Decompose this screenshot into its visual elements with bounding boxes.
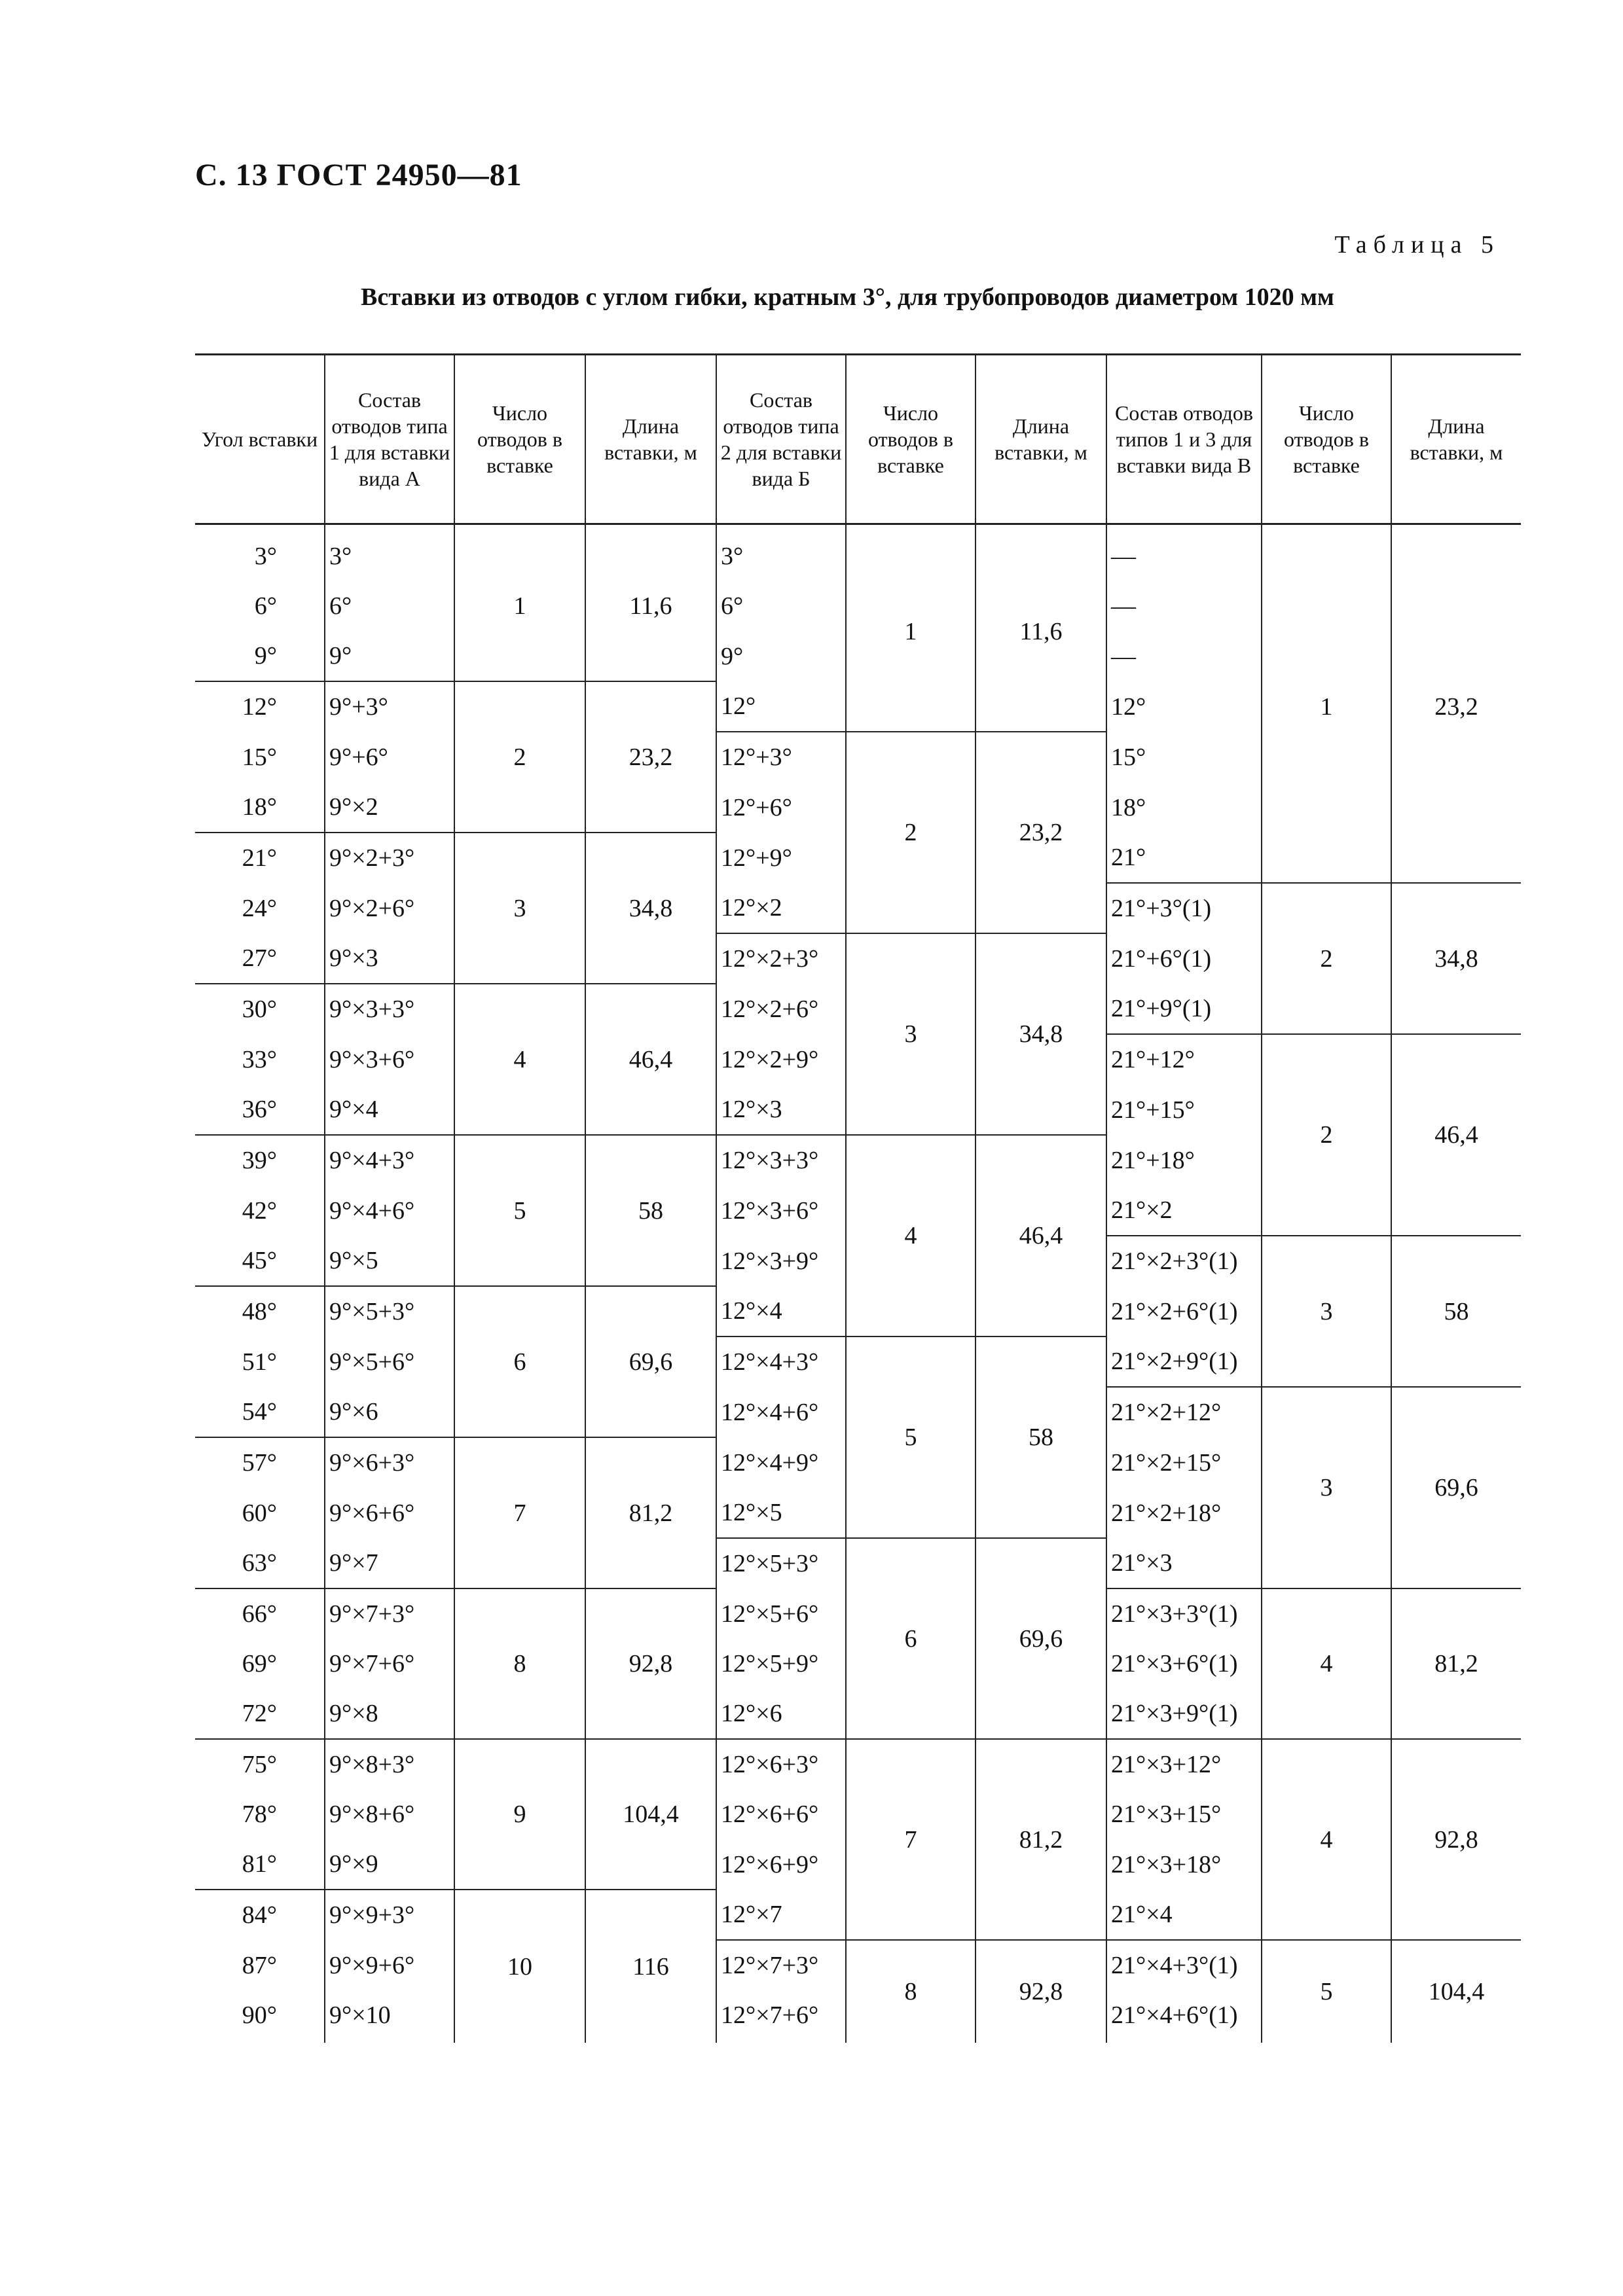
header-type1-count: Число отводов в вставке xyxy=(454,355,585,524)
type1-count-cell: 5 xyxy=(454,1135,585,1286)
type1-composition-cell: 9°×5+3° xyxy=(325,1286,454,1336)
type1-composition-cell: 9°×4 xyxy=(325,1085,454,1135)
header-type1-composition: Состав отводов типа 1 для вставки вида А xyxy=(325,355,454,524)
type2-composition-cell: 12°×5+9° xyxy=(716,1639,846,1689)
type2-composition-cell: 12°×4+3° xyxy=(716,1336,846,1387)
angle-cell: 36° xyxy=(242,1096,277,1123)
type1-composition-cell: 9°×2+3° xyxy=(325,833,454,883)
type1-length-cell: 81,2 xyxy=(585,1437,716,1588)
type1-composition-cell: 6° xyxy=(325,581,454,631)
type3-composition-cell: 21°×4+3°(1) xyxy=(1106,1940,1262,1990)
type1-count-cell: 8 xyxy=(454,1588,585,1739)
angle-cell: 54° xyxy=(242,1398,277,1426)
type2-composition-cell: 12°×5+6° xyxy=(716,1588,846,1639)
type3-composition-cell: 21°+18° xyxy=(1106,1135,1262,1185)
type2-length-cell: 81,2 xyxy=(976,1739,1106,1940)
type3-count-cell: 2 xyxy=(1262,1034,1391,1236)
type1-count-cell: 6 xyxy=(454,1286,585,1437)
type3-count-cell: 2 xyxy=(1262,883,1391,1034)
angle-cell: 33° xyxy=(242,1045,277,1073)
angle-cell: 27° xyxy=(242,944,277,972)
angle-cell: 24° xyxy=(242,894,277,922)
type3-composition-cell: 21°×2+6°(1) xyxy=(1106,1286,1262,1336)
type2-composition-cell: 12°×2+6° xyxy=(716,984,846,1034)
type3-count-cell: 4 xyxy=(1262,1739,1391,1940)
type2-composition-cell: 12°×7 xyxy=(716,1890,846,1940)
type1-length-cell: 11,6 xyxy=(585,524,716,682)
type3-count-cell: 3 xyxy=(1262,1236,1391,1387)
type1-composition-cell: 9°×6+6° xyxy=(325,1488,454,1538)
type1-length-cell: 116 xyxy=(585,1890,716,2043)
angle-cell: 51° xyxy=(242,1348,277,1376)
type2-composition-cell: 12°+3° xyxy=(716,732,846,782)
type2-composition-cell: 12°×6+3° xyxy=(716,1739,846,1789)
angle-cell: 63° xyxy=(242,1549,277,1577)
header-type3-count: Число отводов в вставке xyxy=(1262,355,1391,524)
type2-length-cell: 69,6 xyxy=(976,1538,1106,1739)
type2-count-cell: 8 xyxy=(846,1940,976,2043)
type3-composition-cell: 21°+9°(1) xyxy=(1106,984,1262,1034)
type1-composition-cell: 9°×6+3° xyxy=(325,1437,454,1488)
type1-count-cell: 7 xyxy=(454,1437,585,1588)
type3-composition-cell: 21°×3+12° xyxy=(1106,1739,1262,1789)
type1-composition-cell: 9°×6 xyxy=(325,1387,454,1437)
type3-composition-cell: 21°×2+3°(1) xyxy=(1106,1236,1262,1286)
type2-length-cell: 11,6 xyxy=(976,524,1106,732)
type2-composition-cell: 3° xyxy=(716,524,846,582)
type2-length-cell: 92,8 xyxy=(976,1940,1106,2043)
header-type2-length: Длина вставки, м xyxy=(976,355,1106,524)
type2-composition-cell: 12°+6° xyxy=(716,782,846,833)
type1-count-cell: 9 xyxy=(454,1739,585,1890)
type1-length-cell: 104,4 xyxy=(585,1739,716,1890)
table-header-row xyxy=(195,355,1521,524)
type1-length-cell: 46,4 xyxy=(585,984,716,1135)
insert-table xyxy=(195,353,1521,2043)
type3-composition-cell: 18° xyxy=(1106,782,1262,833)
type1-composition-cell: 9°×7 xyxy=(325,1538,454,1588)
type3-composition-cell: 21°×4 xyxy=(1106,1890,1262,1940)
angle-cell: 15° xyxy=(242,743,277,771)
type1-composition-cell: 9° xyxy=(325,631,454,681)
type3-composition-cell: 21°×4+6°(1) xyxy=(1106,1990,1262,2043)
type3-composition-cell: 21°+6°(1) xyxy=(1106,933,1262,984)
type1-composition-cell: 9°×4+3° xyxy=(325,1135,454,1185)
type2-composition-cell: 12°×3 xyxy=(716,1085,846,1135)
type3-length-cell: 104,4 xyxy=(1391,1940,1521,2043)
type2-composition-cell: 12°×6+6° xyxy=(716,1789,846,1839)
type3-length-cell: 46,4 xyxy=(1391,1034,1521,1236)
type2-composition-cell: 12°×3+3° xyxy=(716,1135,846,1185)
type2-length-cell: 23,2 xyxy=(976,732,1106,933)
type1-composition-cell: 9°×2 xyxy=(325,782,454,833)
header-type3-length: Длина вставки, м xyxy=(1391,355,1521,524)
type3-length-cell: 92,8 xyxy=(1391,1739,1521,1940)
angle-cell: 3° xyxy=(254,543,277,570)
angle-cell: 81° xyxy=(242,1850,277,1878)
table-body xyxy=(195,524,1521,2043)
table-title: Вставки из отводов с углом гибки, кратным 3°, для трубопроводов диаметром 1020 мм xyxy=(361,283,1334,311)
page-header: С. 13 ГОСТ 24950—81 xyxy=(195,158,522,192)
type1-composition-cell: 9°×7+3° xyxy=(325,1588,454,1639)
header-type1-length: Длина вставки, м xyxy=(585,355,716,524)
angle-cell: 72° xyxy=(242,1700,277,1727)
type2-count-cell: 6 xyxy=(846,1538,976,1739)
type3-composition-cell: — xyxy=(1106,581,1262,631)
type1-composition-cell: 9°×3+3° xyxy=(325,984,454,1034)
table-number: Таблица 5 xyxy=(1334,231,1500,259)
angle-cell: 60° xyxy=(242,1499,277,1527)
type1-composition-cell: 9°+6° xyxy=(325,732,454,782)
type2-composition-cell: 12°×5 xyxy=(716,1488,846,1538)
type2-count-cell: 1 xyxy=(846,524,976,732)
angle-cell: 90° xyxy=(242,2001,277,2029)
type2-composition-cell: 12°×4 xyxy=(716,1286,846,1336)
type1-composition-cell: 9°+3° xyxy=(325,681,454,732)
type3-composition-cell: 21°+15° xyxy=(1106,1085,1262,1135)
table-row xyxy=(195,1739,1521,1789)
angle-cell: 45° xyxy=(242,1247,277,1274)
angle-cell: 69° xyxy=(242,1650,277,1677)
type2-length-cell: 34,8 xyxy=(976,933,1106,1135)
type1-length-cell: 34,8 xyxy=(585,833,716,984)
type3-count-cell: 1 xyxy=(1262,524,1391,884)
type3-composition-cell: 12° xyxy=(1106,681,1262,732)
table-row xyxy=(195,1940,1521,1990)
type2-length-cell: 58 xyxy=(976,1336,1106,1538)
angle-cell: 6° xyxy=(254,592,277,620)
angle-cell: 57° xyxy=(195,1437,325,1488)
type1-length-cell: 23,2 xyxy=(585,681,716,833)
header-type2-count: Число отводов в вставке xyxy=(846,355,976,524)
header-type2-composition: Состав отводов типа 2 для вставки вида Б xyxy=(716,355,846,524)
angle-cell: 9° xyxy=(254,642,277,670)
angle-cell: 66° xyxy=(195,1588,325,1639)
type1-composition-cell: 9°×2+6° xyxy=(325,883,454,933)
type3-composition-cell: 21°×3+3°(1) xyxy=(1106,1588,1262,1639)
angle-cell: 21° xyxy=(195,833,325,883)
table-row xyxy=(195,524,1521,582)
type1-length-cell: 58 xyxy=(585,1135,716,1286)
type2-composition-cell: 12°×5+3° xyxy=(716,1538,846,1588)
type1-composition-cell: 9°×9+6° xyxy=(325,1940,454,1990)
type1-composition-cell: 3° xyxy=(325,524,454,582)
type2-count-cell: 7 xyxy=(846,1739,976,1940)
angle-cell: 18° xyxy=(242,793,277,821)
type1-composition-cell: 9°×8+3° xyxy=(325,1739,454,1789)
type2-count-cell: 5 xyxy=(846,1336,976,1538)
type3-length-cell: 34,8 xyxy=(1391,883,1521,1034)
type2-composition-cell: 12°×3+9° xyxy=(716,1236,846,1286)
type2-composition-cell: 12°×2+3° xyxy=(716,933,846,984)
type1-count-cell: 2 xyxy=(454,681,585,833)
type2-composition-cell: 12°×7+6° xyxy=(716,1990,846,2043)
type2-count-cell: 3 xyxy=(846,933,976,1135)
type3-length-cell: 23,2 xyxy=(1391,524,1521,884)
angle-cell: 84° xyxy=(195,1890,325,1940)
type3-length-cell: 81,2 xyxy=(1391,1588,1521,1739)
type2-composition-cell: 12° xyxy=(716,681,846,732)
type3-composition-cell: — xyxy=(1106,524,1262,582)
type3-count-cell: 4 xyxy=(1262,1588,1391,1739)
type3-composition-cell: 21°×2 xyxy=(1106,1185,1262,1236)
type1-composition-cell: 9°×9+3° xyxy=(325,1890,454,1940)
type2-composition-cell: 12°×6 xyxy=(716,1689,846,1739)
type1-composition-cell: 9°×10 xyxy=(325,1990,454,2043)
type3-composition-cell: 21°×3 xyxy=(1106,1538,1262,1588)
type3-composition-cell: 21°×2+12° xyxy=(1106,1387,1262,1437)
type1-composition-cell: 9°×3 xyxy=(325,933,454,984)
header-type3-composition: Состав отводов типов 1 и 3 для вставки вида В xyxy=(1106,355,1262,524)
type3-composition-cell: 15° xyxy=(1106,732,1262,782)
type3-length-cell: 58 xyxy=(1391,1236,1521,1387)
type3-composition-cell: 21° xyxy=(1106,833,1262,883)
type2-composition-cell: 12°×2 xyxy=(716,883,846,933)
type1-count-cell: 10 xyxy=(454,1890,585,2043)
type1-count-cell: 4 xyxy=(454,984,585,1135)
type1-length-cell: 92,8 xyxy=(585,1588,716,1739)
type1-composition-cell: 9°×8+6° xyxy=(325,1789,454,1839)
angle-cell: 75° xyxy=(195,1739,325,1789)
type3-composition-cell: 21°×2+15° xyxy=(1106,1437,1262,1488)
type1-length-cell: 69,6 xyxy=(585,1286,716,1437)
type1-composition-cell: 9°×5+6° xyxy=(325,1336,454,1387)
type1-composition-cell: 9°×9 xyxy=(325,1839,454,1890)
angle-cell: 39° xyxy=(195,1135,325,1185)
type1-composition-cell: 9°×8 xyxy=(325,1689,454,1739)
angle-cell: 87° xyxy=(242,1951,277,1979)
type2-composition-cell: 6° xyxy=(716,581,846,631)
type1-composition-cell: 9°×5 xyxy=(325,1236,454,1286)
angle-cell: 30° xyxy=(195,984,325,1034)
type2-composition-cell: 12°×3+6° xyxy=(716,1185,846,1236)
angle-cell: 12° xyxy=(195,681,325,732)
type3-composition-cell: 21°×3+18° xyxy=(1106,1839,1262,1890)
type3-composition-cell: 21°×3+6°(1) xyxy=(1106,1639,1262,1689)
type2-composition-cell: 12°×4+6° xyxy=(716,1387,846,1437)
angle-cell: 42° xyxy=(242,1196,277,1225)
type3-composition-cell: 21°×2+18° xyxy=(1106,1488,1262,1538)
type1-count-cell: 3 xyxy=(454,833,585,984)
type2-composition-cell: 9° xyxy=(716,631,846,681)
type2-composition-cell: 12°×7+3° xyxy=(716,1940,846,1990)
angle-cell: 78° xyxy=(242,1801,277,1828)
type3-composition-cell: 21°×3+15° xyxy=(1106,1789,1262,1839)
type1-composition-cell: 9°×4+6° xyxy=(325,1185,454,1236)
type3-count-cell: 3 xyxy=(1262,1387,1391,1588)
type2-length-cell: 46,4 xyxy=(976,1135,1106,1336)
type3-composition-cell: 21°×2+9°(1) xyxy=(1106,1336,1262,1387)
type3-composition-cell: — xyxy=(1106,631,1262,681)
type3-composition-cell: 21°+12° xyxy=(1106,1034,1262,1085)
type2-composition-cell: 12°+9° xyxy=(716,833,846,883)
type3-composition-cell: 21°+3°(1) xyxy=(1106,883,1262,933)
header-angle: Угол вставки xyxy=(195,355,325,524)
type2-composition-cell: 12°×2+9° xyxy=(716,1034,846,1085)
angle-cell: 48° xyxy=(195,1286,325,1336)
type3-composition-cell: 21°×3+9°(1) xyxy=(1106,1689,1262,1739)
type2-composition-cell: 12°×4+9° xyxy=(716,1437,846,1488)
type1-count-cell: 1 xyxy=(454,524,585,682)
type2-composition-cell: 12°×6+9° xyxy=(716,1839,846,1890)
type2-count-cell: 4 xyxy=(846,1135,976,1336)
type3-length-cell: 69,6 xyxy=(1391,1387,1521,1588)
type1-composition-cell: 9°×3+6° xyxy=(325,1034,454,1085)
type2-count-cell: 2 xyxy=(846,732,976,933)
type1-composition-cell: 9°×7+6° xyxy=(325,1639,454,1689)
type3-count-cell: 5 xyxy=(1262,1940,1391,2043)
